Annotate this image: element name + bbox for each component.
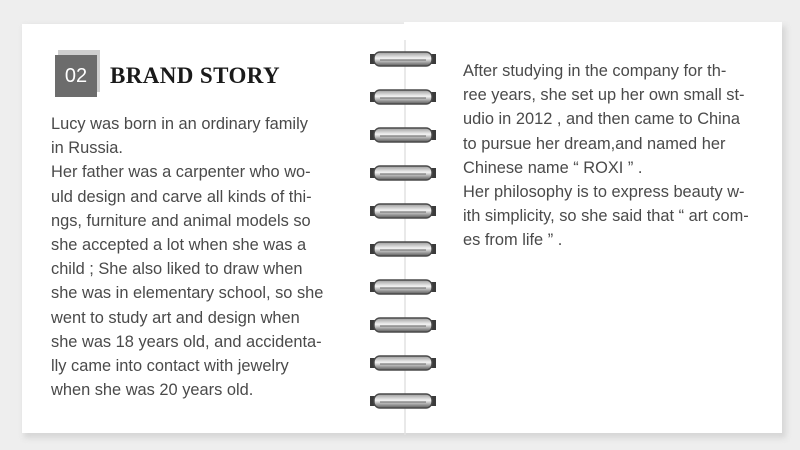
binding-ring — [370, 90, 436, 104]
binding-ring — [370, 204, 436, 218]
paragraph-line: es from life ” . — [463, 231, 563, 250]
paragraph-line: udio in 2012 , and then came to China — [463, 110, 741, 129]
spiral-binding-icon — [370, 40, 440, 435]
paragraph-line: Her philosophy is to express beauty w- — [463, 183, 745, 202]
binding-ring — [370, 166, 436, 180]
paragraph-line: in Russia. — [51, 139, 123, 158]
binding-ring — [370, 128, 436, 142]
binding-ring — [370, 356, 436, 370]
paragraph-line: went to study art and design when — [51, 308, 300, 327]
section-number: 02 — [55, 55, 97, 97]
binding-ring — [370, 242, 436, 256]
paragraph-line: Her father was a carpenter who wo- — [51, 163, 311, 182]
binding-ring — [370, 52, 436, 66]
paragraph-line: Chinese name “ ROXI ” . — [463, 158, 643, 177]
binding-ring — [370, 318, 436, 332]
paragraph-line: uld design and carve all kinds of thi- — [51, 187, 312, 206]
section-number-badge — [55, 55, 97, 97]
section-heading — [55, 55, 280, 97]
paragraph-line: lly came into contact with jewelry — [51, 357, 289, 376]
paragraph-line: ree years, she set up her own small st- — [463, 86, 745, 105]
paragraph-line: child ; She also liked to draw when — [51, 260, 303, 279]
right-paragraph — [463, 59, 749, 253]
paragraph-line: she was in elementary school, so she — [51, 284, 324, 303]
binding-ring — [370, 280, 436, 294]
left-paragraph — [51, 112, 323, 402]
paragraph-line: to pursue her dream,and named her — [463, 134, 726, 153]
binding-ring — [370, 394, 436, 408]
paragraph-line: Lucy was born in an ordinary family — [51, 115, 308, 133]
paragraph-line: she was 18 years old, and accidenta- — [51, 332, 322, 351]
paragraph-line: ith simplicity, so she said that “ art com- — [463, 207, 749, 226]
section-title: BRAND STORY — [110, 63, 280, 88]
paragraph-line: After studying in the company for th- — [463, 62, 727, 80]
paragraph-line: ngs, furniture and animal models so — [51, 211, 311, 230]
paragraph-line: she accepted a lot when she was a — [51, 236, 307, 255]
paragraph-line: when she was 20 years old. — [51, 381, 254, 400]
